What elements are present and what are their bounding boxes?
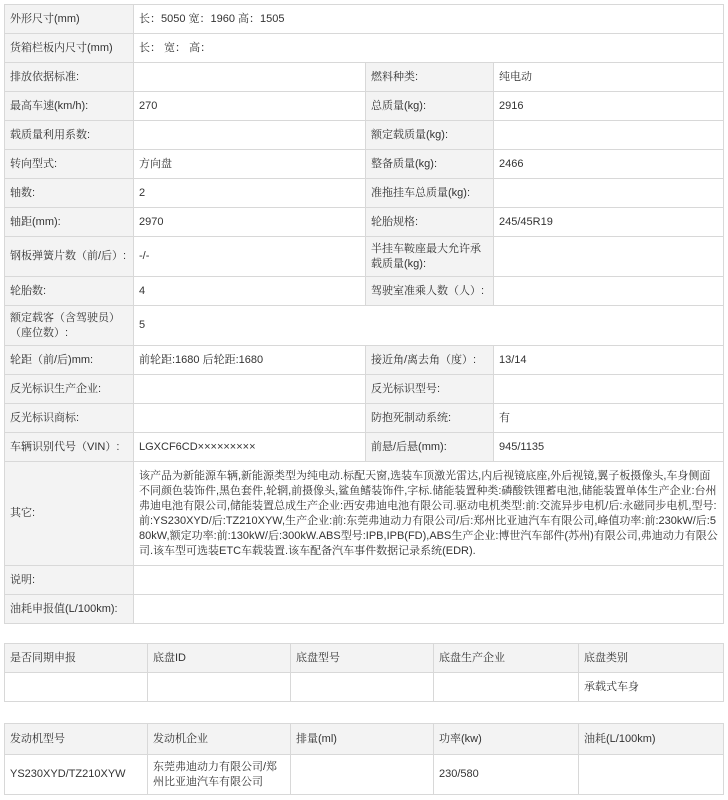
- spec-label: 前悬/后悬(mm):: [366, 433, 494, 462]
- chassis-header: 底盘类别: [579, 644, 724, 673]
- seats-value: 5: [134, 306, 724, 346]
- spec-label: 燃料种类:: [366, 63, 494, 92]
- spec-label: 钢板弹簧片数（前/后）:: [5, 237, 134, 277]
- spec-row: [5, 277, 724, 306]
- spec-row-dimensions: [5, 5, 724, 34]
- spec-value: 13/14: [494, 346, 724, 375]
- spec-value: [494, 237, 724, 277]
- spec-value: -/-: [134, 237, 366, 277]
- spec-label: 反光标识生产企业:: [5, 375, 134, 404]
- spec-label: 驾驶室准乘人数（人）:: [366, 277, 494, 306]
- spec-row-cargo: [5, 34, 724, 63]
- seats-label: 额定载客（含驾驶员）（座位数）:: [5, 306, 134, 346]
- engine-header: 排量(ml): [291, 724, 434, 755]
- dimensions-value: 长：5050 宽：1960 高：1505: [134, 5, 724, 34]
- spec-value: 有: [494, 404, 724, 433]
- spec-label: 额定载质量(kg):: [366, 121, 494, 150]
- spec-row: [5, 63, 724, 92]
- spec-value: 2916: [494, 92, 724, 121]
- cargo-value: 长： 宽： 高：: [134, 34, 724, 63]
- spec-row: [5, 404, 724, 433]
- spec-row: [5, 375, 724, 404]
- spec-value: [494, 277, 724, 306]
- cargo-label: 货箱栏板内尺寸(mm): [5, 34, 134, 63]
- spec-row: [5, 237, 724, 277]
- spec-row: [5, 179, 724, 208]
- spec-value: 2466: [494, 150, 724, 179]
- other-label: 其它:: [5, 462, 134, 566]
- chassis-cell: [148, 673, 291, 702]
- spec-label: 载质量利用系数:: [5, 121, 134, 150]
- spec-value: 4: [134, 277, 366, 306]
- spec-label: 防抱死制动系统:: [366, 404, 494, 433]
- chassis-header: 是否同期申报: [5, 644, 148, 673]
- spec-value: 245/45R19: [494, 208, 724, 237]
- dimensions-label: 外形尺寸(mm): [5, 5, 134, 34]
- note-value: [134, 566, 724, 595]
- spec-label: 整备质量(kg):: [366, 150, 494, 179]
- engine-header-row: [5, 724, 724, 755]
- spec-label: 轴数:: [5, 179, 134, 208]
- spec-value: [134, 63, 366, 92]
- engine-header: 油耗(L/100km): [579, 724, 724, 755]
- spec-value: 2970: [134, 208, 366, 237]
- note-label: 说明:: [5, 566, 134, 595]
- spec-label: 反光标识型号:: [366, 375, 494, 404]
- spec-value: [494, 375, 724, 404]
- chassis-header-row: [5, 644, 724, 673]
- engine-table: [4, 723, 724, 795]
- spec-value: 方向盘: [134, 150, 366, 179]
- spec-label: 接近角/离去角（度）:: [366, 346, 494, 375]
- chassis-table: [4, 643, 724, 702]
- engine-cell: 东莞弗迪动力有限公司/郑州比亚迪汽车有限公司: [148, 755, 291, 795]
- spec-value: [134, 404, 366, 433]
- spec-row: [5, 208, 724, 237]
- spec-label: 反光标识商标:: [5, 404, 134, 433]
- spec-row-note: [5, 566, 724, 595]
- fuel-label: 油耗申报值(L/100km):: [5, 595, 134, 624]
- chassis-header: 底盘型号: [291, 644, 434, 673]
- engine-cell: [579, 755, 724, 795]
- spec-value: 2: [134, 179, 366, 208]
- spec-row-fuel: [5, 595, 724, 624]
- spec-row: [5, 433, 724, 462]
- spec-row: [5, 346, 724, 375]
- spec-label: 轮距（前/后)mm:: [5, 346, 134, 375]
- spec-row: [5, 121, 724, 150]
- spec-value: 前轮距:1680 后轮距:1680: [134, 346, 366, 375]
- engine-cell: [291, 755, 434, 795]
- spec-value: LGXCF6CD×××××××××: [134, 433, 366, 462]
- spec-label: 排放依据标准:: [5, 63, 134, 92]
- spec-value: [494, 121, 724, 150]
- spec-label: 准拖挂车总质量(kg):: [366, 179, 494, 208]
- spec-value: [134, 375, 366, 404]
- chassis-cell: [434, 673, 579, 702]
- spec-label: 最高车速(km/h):: [5, 92, 134, 121]
- fuel-value: [134, 595, 724, 624]
- spec-row-seats: [5, 306, 724, 346]
- engine-cell: 230/580: [434, 755, 579, 795]
- spec-value: [494, 179, 724, 208]
- engine-cell: YS230XYD/TZ210XYW: [5, 755, 148, 795]
- spec-label: 总质量(kg):: [366, 92, 494, 121]
- chassis-header: 底盘生产企业: [434, 644, 579, 673]
- spec-row: [5, 92, 724, 121]
- spec-label: 车辆识别代号（VIN）:: [5, 433, 134, 462]
- engine-header: 发动机型号: [5, 724, 148, 755]
- spec-label: 轮胎规格:: [366, 208, 494, 237]
- engine-header: 发动机企业: [148, 724, 291, 755]
- other-value: 该产品为新能源车辆,新能源类型为纯电动.标配天窗,选装车顶激光雷达,内后视镜底座,外后视镜,翼子板摄像头,车身侧面不同颜色装饰件,黑色套件,轮辋,前摄像头,鲨鱼鳍装饰件,字标.储能装置种类:磷酸铁锂蓄电池,储能装置单体生产企业:台州弗迪电池有限公司,储能装置总成生产企业:西安弗迪电池有限公司.驱动电机类型:前:交流异步电机/后:永磁同步电机,型号:前:YS230XYD/后:TZ210XYW,生产企业:前:东莞弗迪动力有限公司/后:郑州比亚迪汽车有限公司,峰值功率:前:230kW/后:580kW,额定功率:前:130kW/后:300kW.ABS型号:IPB,IPB(FD),ABS生产企业:博世汽车部件(苏州)有限公司,弗迪动力有限公司.该车型可选装ETC车载装置.该车配备汽车事件数据记录系统(EDR).: [134, 462, 724, 566]
- spec-label: 半挂车鞍座最大允许承载质量(kg):: [366, 237, 494, 277]
- engine-header: 功率(kw): [434, 724, 579, 755]
- chassis-header: 底盘ID: [148, 644, 291, 673]
- spec-value: 270: [134, 92, 366, 121]
- spec-label: 转向型式:: [5, 150, 134, 179]
- spec-value: [134, 121, 366, 150]
- spec-label: 轴距(mm):: [5, 208, 134, 237]
- vehicle-spec-table: [4, 4, 724, 624]
- chassis-cell: 承载式车身: [579, 673, 724, 702]
- spec-label: 轮胎数:: [5, 277, 134, 306]
- engine-data-row: [5, 755, 724, 795]
- spec-row-other: [5, 462, 724, 566]
- chassis-data-row: [5, 673, 724, 702]
- chassis-cell: [291, 673, 434, 702]
- spec-row: [5, 150, 724, 179]
- spec-value: 945/1135: [494, 433, 724, 462]
- chassis-cell: [5, 673, 148, 702]
- spec-value: 纯电动: [494, 63, 724, 92]
